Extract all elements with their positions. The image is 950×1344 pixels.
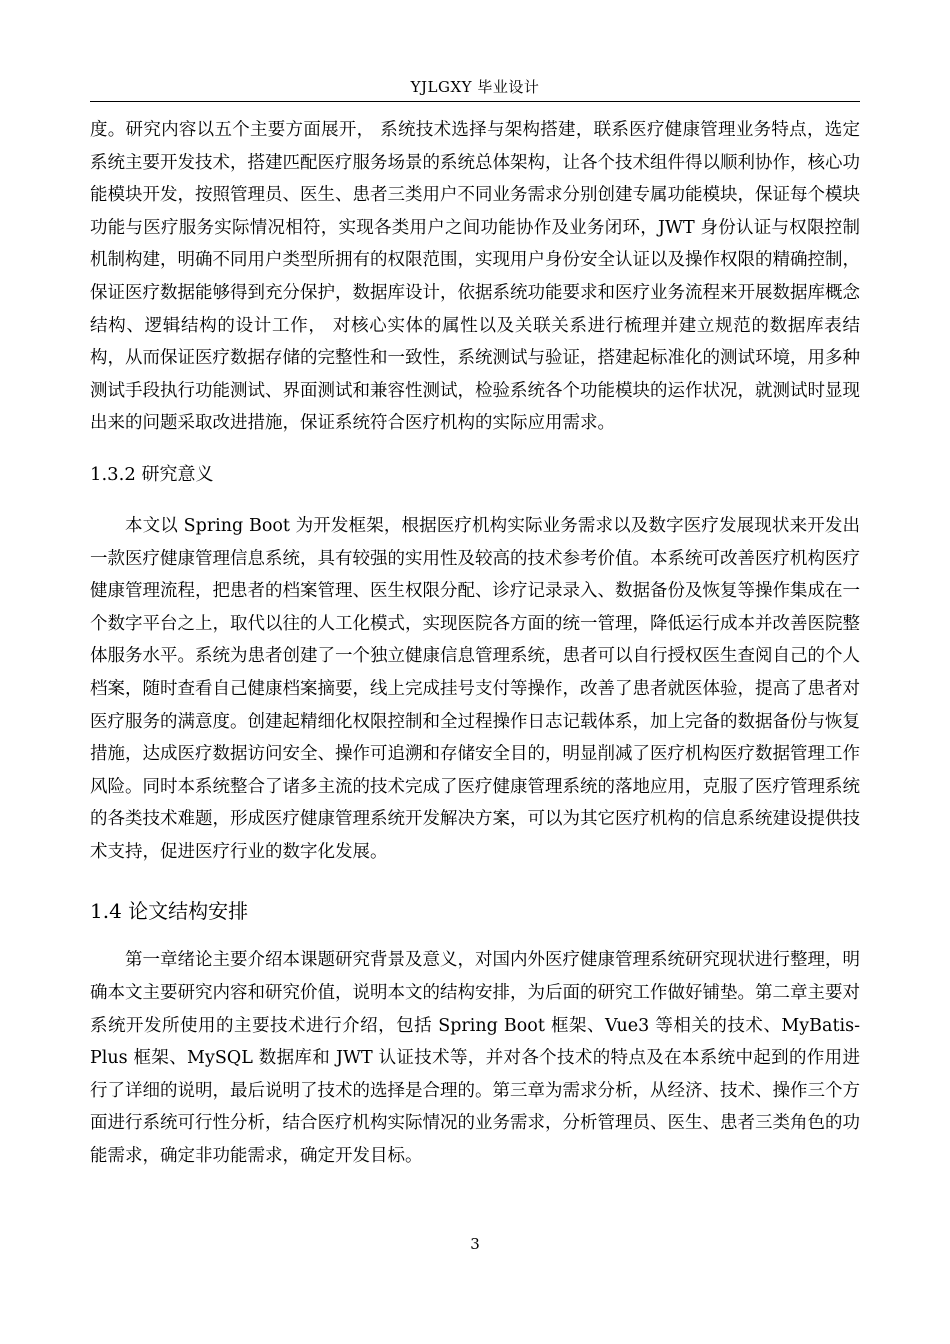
page-number: 3 — [470, 1235, 480, 1253]
section-heading-1-3-2: 1.3.2 研究意义 — [90, 463, 214, 485]
page-header: YJLGXY 毕业设计 — [410, 78, 540, 96]
paragraph-research-content: 度。研究内容以五个主要方面展开， 系统技术选择与架构搭建，联系医疗健康管理业务特点，选定系统主要开发技术，搭建匹配医疗服务场景的系统总体架构，让各个技术组件得以顺利协作，核心功能模块开发，按照管理员、医生、患者三类用户不同业务需求分别创建专属功能模块，保证每个模块功能与医疗服务实际情况相符，实现各类用户之间功能协作及业务闭环，JWT 身份认证与权限控制机制构建，明确不同用户类型所拥有的权限范围，实现用户身份安全认证以及操作权限的精确控制，保证医疗数据能够得到充分保护，数据库设计，依据系统功能要求和医疗业务流程来开展数据库概念结构、逻辑结构的设计工作， 对核心实体的属性以及关联关系进行梳理并建立规范的数据库表结构，从而保证医疗数据存储的完整性和一致性，系统测试与验证，搭建起标准化的测试环境，用多种测试手段执行功能测试、界面测试和兼容性测试，检验系统各个功能模块的运作状况，就测试时显现出来的问题采取改进措施，保证系统符合医疗机构的实际应用需求。 — [90, 120, 860, 434]
page-body — [90, 114, 860, 1173]
paragraph-research-significance: 本文以 Spring Boot 为开发框架，根据医疗机构实际业务需求以及数字医疗发展现状来开发出一款医疗健康管理信息系统，具有较强的实用性及较高的技术参考价值。本系统可改善医疗机构医疗健康管理流程，把患者的档案管理、医生权限分配、诊疗记录录入、数据备份及恢复等操作集成在一个数字平台之上，取代以往的人工化模式，实现医院各方面的统一管理，降低运行成本并改善医院整体服务水平。系统为患者创建了一个独立健康信息管理系统，患者可以自行授权医生查阅自己的个人档案，随时查看自己健康档案摘要，线上完成挂号支付等操作，改善了患者就医体验，提高了患者对医疗服务的满意度。创建起精细化权限控制和全过程操作日志记载体系，加上完备的数据备份与恢复措施，达成医疗数据访问安全、操作可追溯和存储安全目的，明显削减了医疗机构医疗数据管理工作风险。同时本系统整合了诸多主流的技术完成了医疗健康管理系统的落地应用，克服了医疗管理系统的各类技术难题，形成医疗健康管理系统开发解决方案，可以为其它医疗机构的信息系统建设提供技术支持，促进医疗行业的数字化发展。 — [90, 515, 860, 862]
header-divider — [90, 101, 860, 102]
section-heading-1-4: 1.4 论文结构安排 — [90, 899, 249, 924]
paragraph-thesis-structure: 第一章绪论主要介绍本课题研究背景及意义，对国内外医疗健康管理系统研究现状进行整理，明确本文主要研究内容和研究价值，说明本文的结构安排，为后面的研究工作做好铺垫。第二章主要对系统开发所使用的主要技术进行介绍，包括 Spring Boot 框架、Vue3 等相关的技术、MyBatis-Plus 框架、MySQL 数据库和 JWT 认证技术等，并对各个技术的特点及在本系统中起到的作用进行了详细的说明，最后说明了技术的选择是合理的。第三章为需求分析，从经济、技术、操作三个方面进行系统可行性分析，结合医疗机构实际情况的业务需求，分析管理员、医生、患者三类角色的功能需求，确定非功能需求，确定开发目标。 — [90, 950, 860, 1167]
